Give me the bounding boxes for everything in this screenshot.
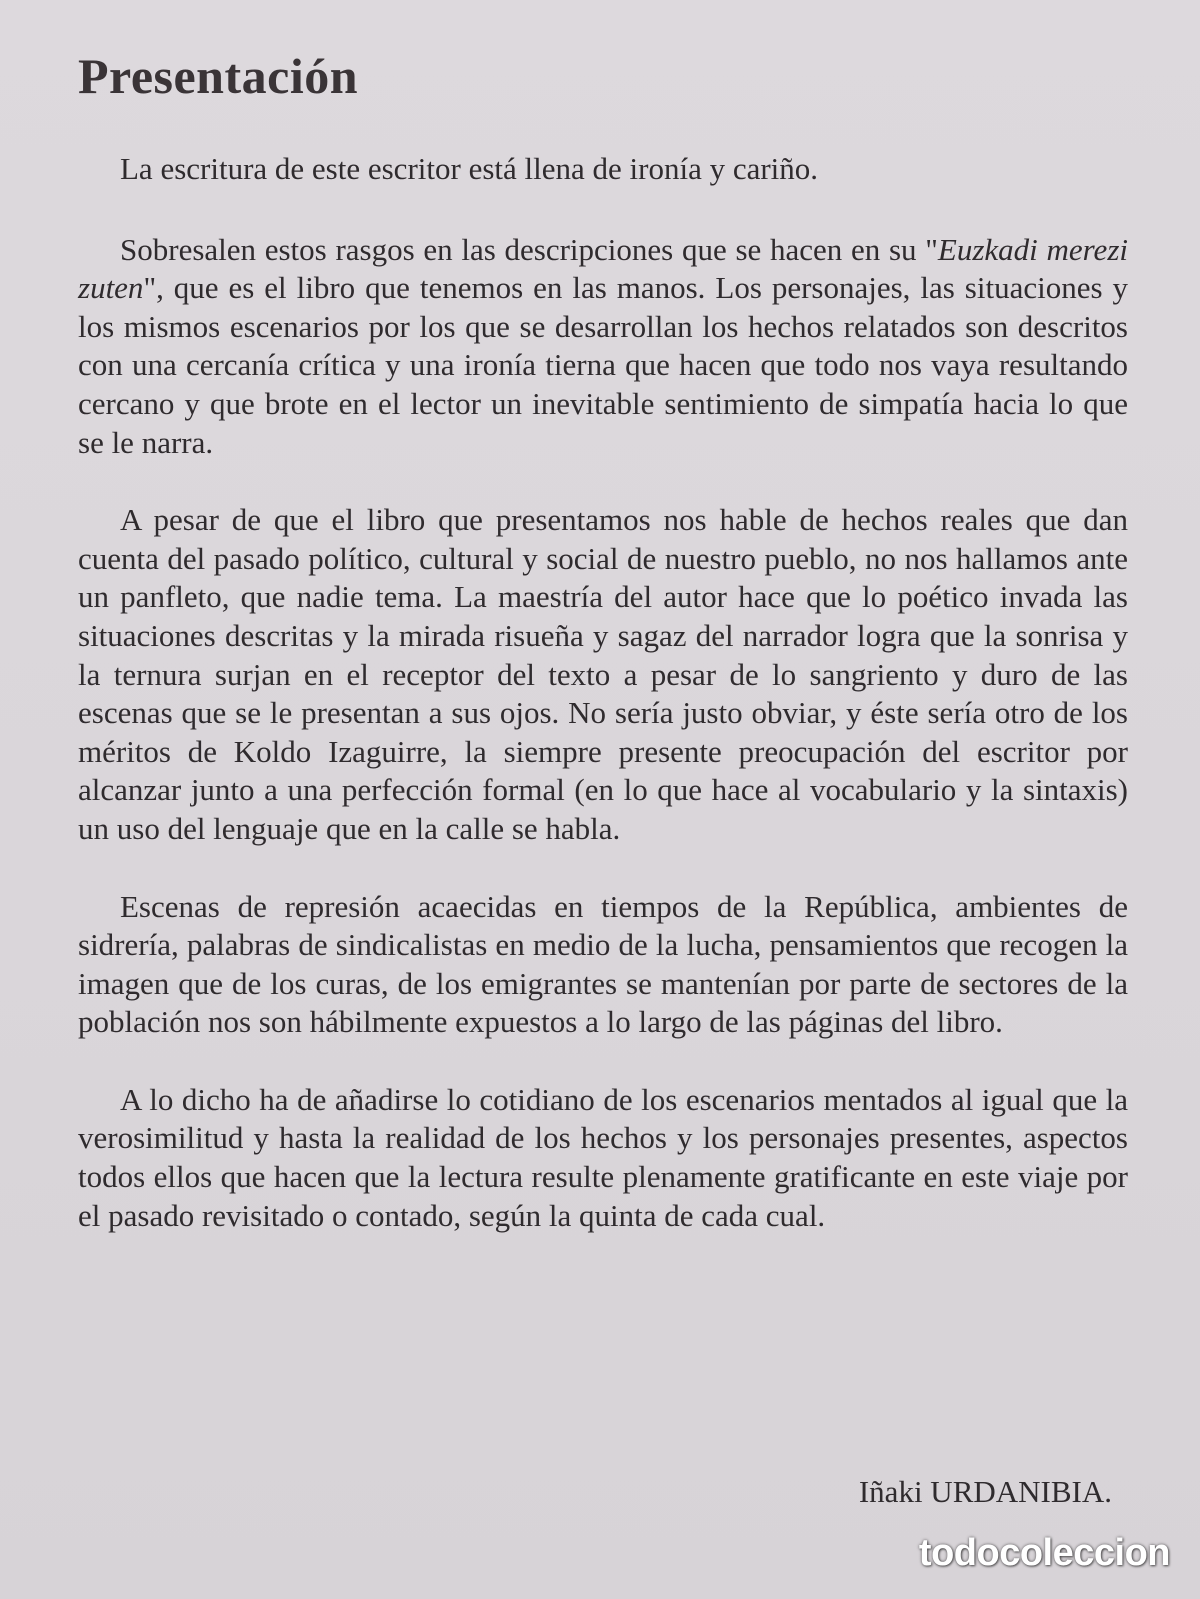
watermark-logo: todocoleccion [918,1532,1170,1574]
author-signature: Iñaki URDANIBIA. [858,1474,1112,1509]
body-text [78,150,1128,1235]
paragraph-2 [78,231,1128,463]
paragraph-1: La escritura de este escritor está llena de ironía y cariño. [120,151,819,186]
paragraph-3: A pesar de que el libro que presentamos nos hable de hechos reales que dan cuenta del pasado político, cultural y social de nuestro pueblo, no nos hallamos ante un panfleto, que nadie tema. La maestría del autor hace que lo poético invada las situaciones descritas y la mirada risueña y sagaz del narrador logra que la sonrisa y la ternura surjan en el receptor del texto a pesar de lo sangriento y duro de las escenas que se le presentan a sus ojos. No sería justo obviar, y éste sería otro de los méritos de Koldo Izaguirre, la siempre presente preocupación del escritor por alcanzar junto a una perfección formal (en lo que hace al vocabulario y la sintaxis) un uso del lenguaje que en la calle se habla. [78,502,1128,846]
page-title: Presentación [78,48,359,104]
book-title-italic: Euzkadi merezi zuten [78,231,1128,306]
paragraph-4: Escenas de represión acaecidas en tiempos de la República, ambientes de sidrería, palabras de sindicalistas en medio de la lucha, pensamientos que recogen la imagen que de los curas, de los emigrantes se mantenían por parte de sectores de la población nos son hábilmente expuestos a lo largo de las páginas del libro. [78,888,1128,1040]
paragraph-5: A lo dicho ha de añadirse lo cotidiano de los escenarios mentados al igual que la verosimilitud y hasta la realidad de los hechos y los personajes presentes, aspectos todos ellos que hacen que la lectura resulte plenamente gratificante en este viaje por el pasado revisitado o contado, según la quinta de cada cual. [78,1081,1128,1233]
paragraph-2-after: ", que es el libro que tenemos en las manos. Los personajes, las situaciones y los mismos escenarios por los que se desarrollan los hechos relatados son descritos con una cercanía crítica y una ironía tierna que hacen que todo nos vaya resultando cercano y que brote en el lector un inevitable sentimiento de simpatía hacia lo que se le narra. [78,270,1128,460]
paragraph-2-before: Sobresalen estos rasgos en las descripciones que se hacen en su " [120,231,938,267]
page-content [78,44,1128,1274]
